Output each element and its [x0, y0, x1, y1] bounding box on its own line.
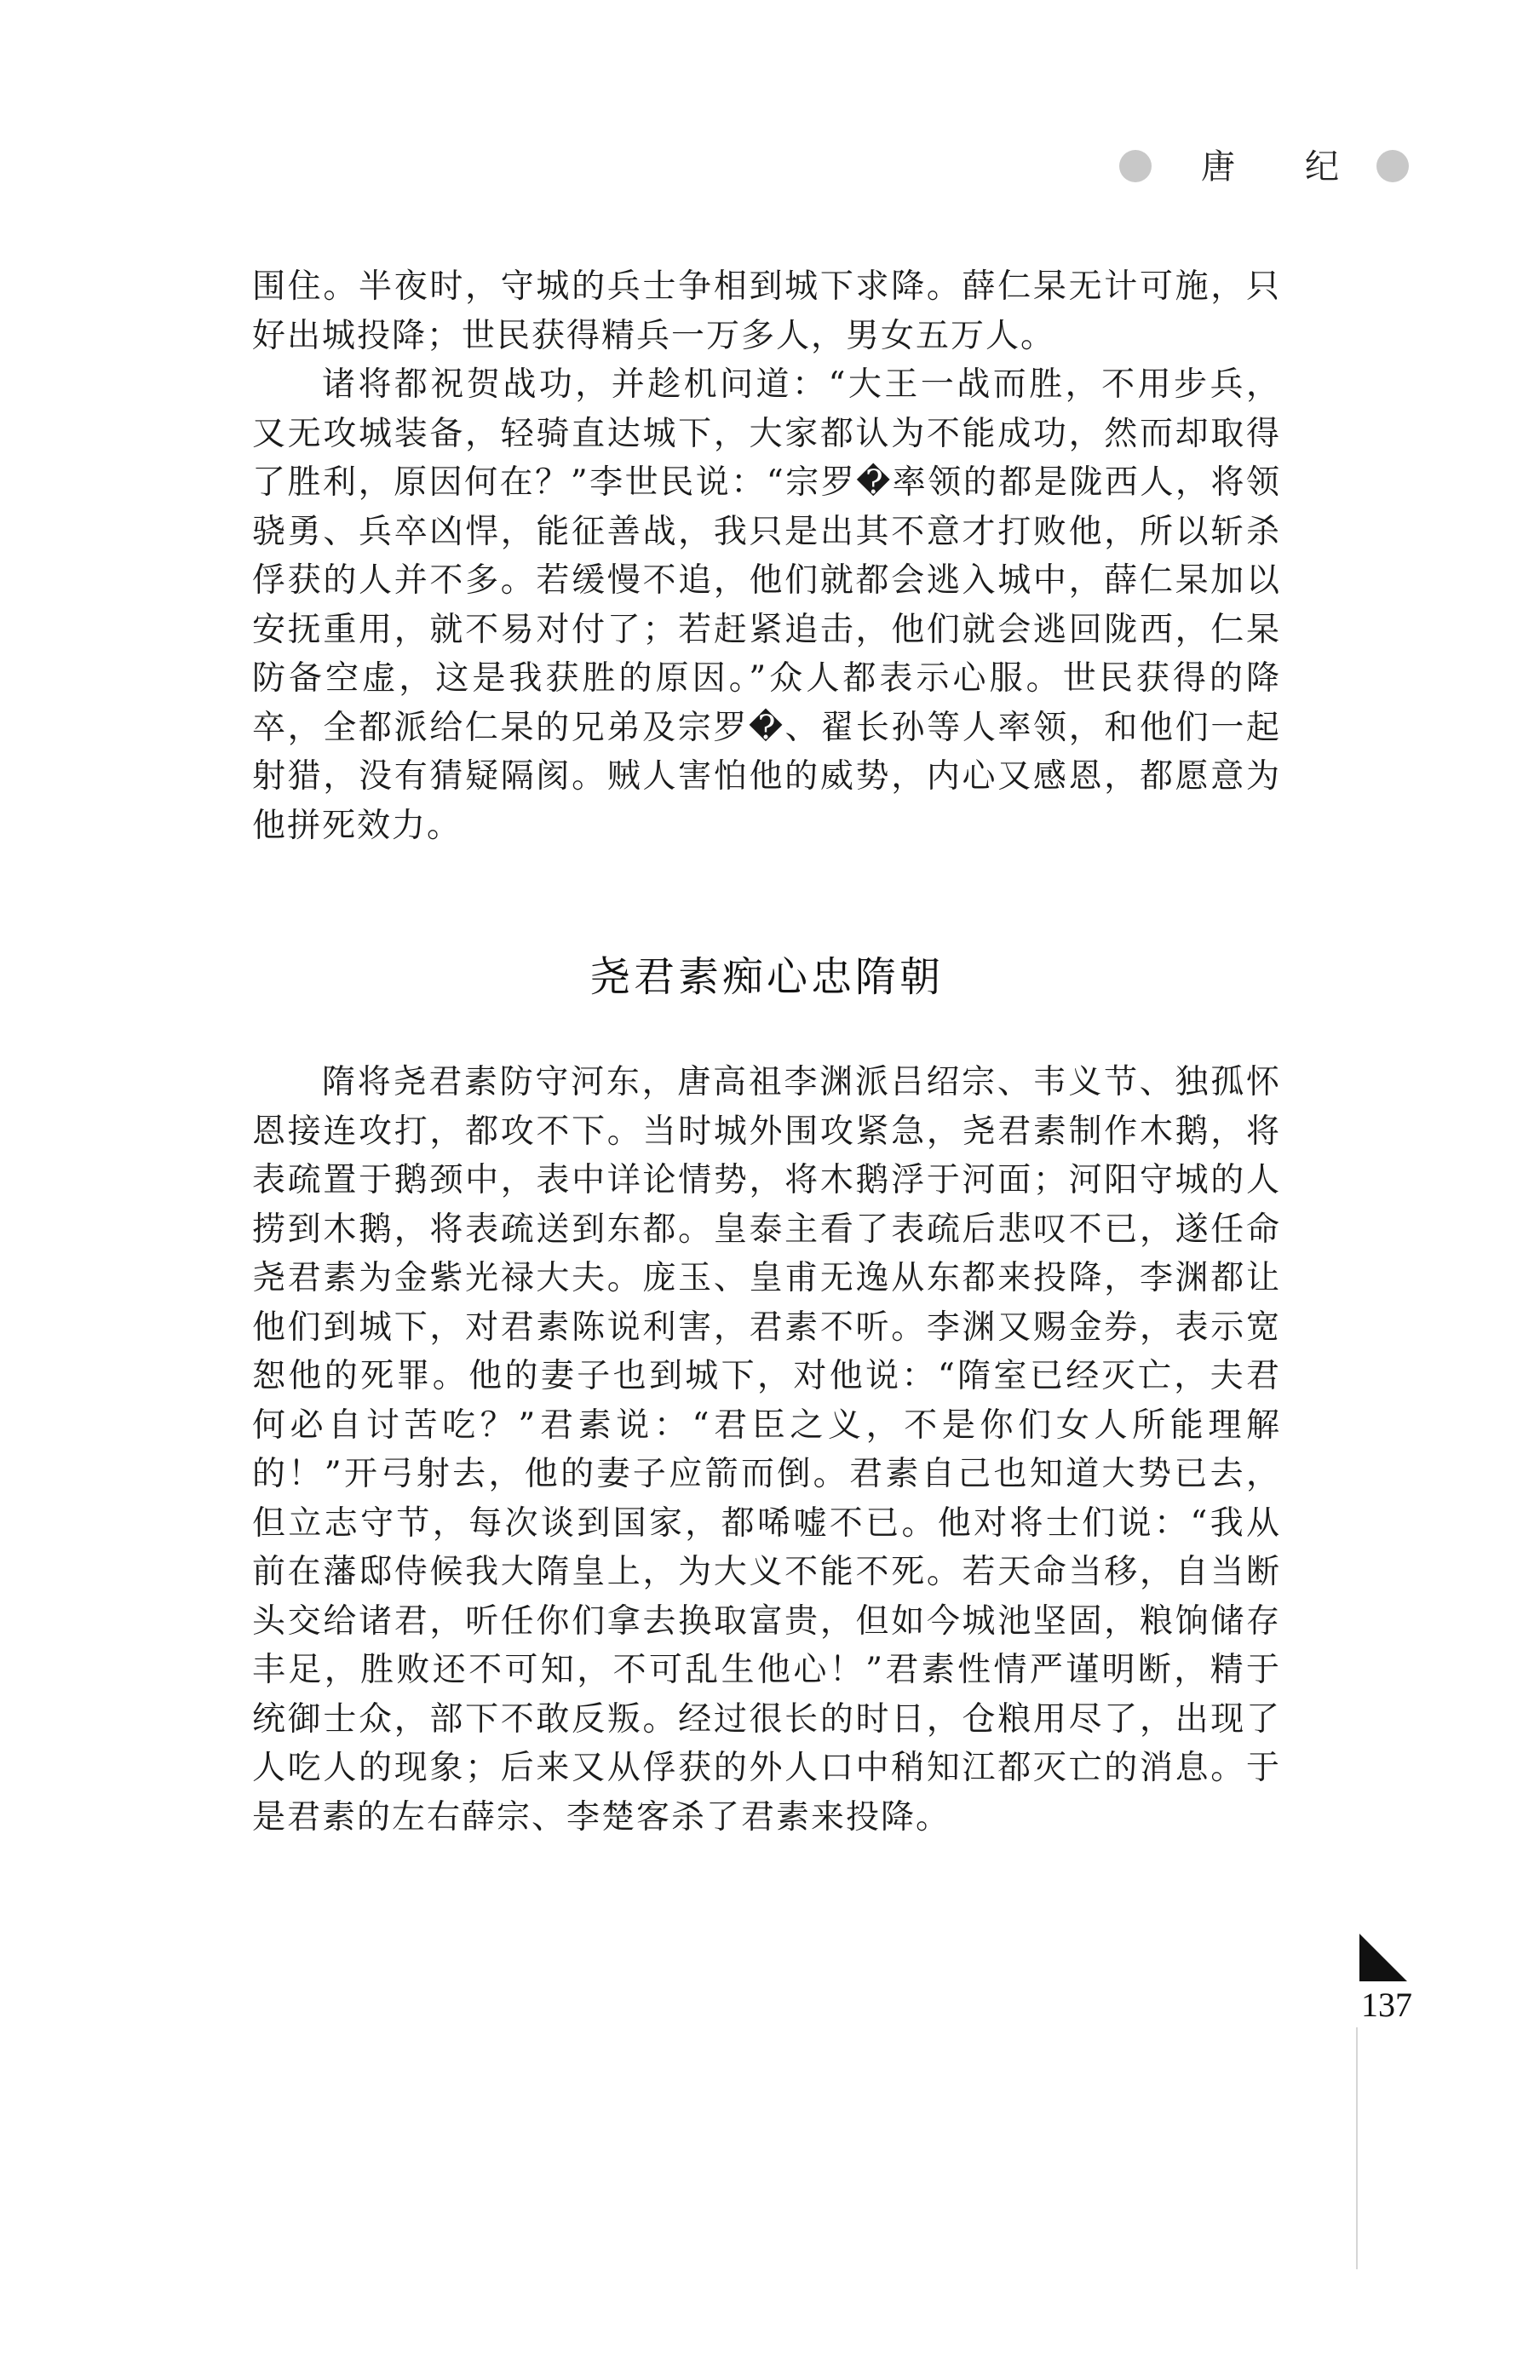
right-dot-ornament — [1376, 150, 1409, 182]
body-text-top — [252, 262, 1281, 850]
left-dot-ornament — [1119, 150, 1152, 182]
body-text-bottom — [252, 1058, 1281, 1842]
running-head — [1107, 147, 1431, 198]
running-head-char-2: 纪 — [1305, 147, 1339, 187]
running-head-char-1: 唐 — [1201, 147, 1235, 187]
margin-rule — [1356, 2027, 1358, 2269]
section-title: 尧君素痴心忠隋朝 — [589, 953, 944, 1001]
paragraph: 诸将都祝贺战功，并趁机问道：“大王一战而胜，不用步兵，又无攻城装备，轻骑直达城下，大家都认为不能成功，然而却取得了胜利，原因何在？”李世民说：“宗罗�率领的都是陇西人，将领骁勇、兵卒凶悍，能征善战，我只是出其不意才打败他，所以斩杀俘获的人并不多。若缓慢不追，他们就都会逃入城中，薛仁杲加以安抚重用，就不易对付了；若赶紧追击，他们就会逃回陇西，仁杲防备空虚，这是我获胜的原因。”众人都表示心服。世民获得的降卒，全都派给仁杲的兄弟及宗罗�、翟长孙等人率领，和他们一起射猎，没有猜疑隔阂。贼人害怕他的威势，内心又感恩，都愿意为他拼死效力。 — [252, 365, 1281, 845]
page-corner-triangle — [1359, 1934, 1407, 1981]
page-number: 137 — [1361, 1986, 1412, 2024]
paragraph: 隋将尧君素防守河东，唐高祖李渊派吕绍宗、韦义节、独孤怀恩接连攻打，都攻不下。当时城外围攻紧急，尧君素制作木鹅，将表疏置于鹅颈中，表中详论情势，将木鹅浮于河面；河阳守城的人捞到木鹅，将表疏送到东都。皇泰主看了表疏后悲叹不已，遂任命尧君素为金紫光禄大夫。庞玉、皇甫无逸从东都来投降，李渊都让他们到城下，对君素陈说利害，君素不听。李渊又赐金券，表示宽恕他的死罪。他的妻子也到城下，对他说：“隋室已经灭亡，夫君何必自讨苦吃？”君素说：“君臣之义，不是你们女人所能理解的！”开弓射去，他的妻子应箭而倒。君素自己也知道大势已去，但立志守节，每次谈到国家，都唏嘘不已。他对将士们说：“我从前在藩邸侍候我大隋皇上，为大义不能不死。若天命当移，自当断头交给诸君，听任你们拿去换取富贵，但如今城池坚固，粮饷储存丰足，胜败还不可知，不可乱生他心！”君素性情严谨明断，精于统御士众，部下不敢反叛。经过很长的时日，仓粮用尽了，出现了人吃人的现象；后来又从俘获的外人口中稍知江都灭亡的消息。于是君素的左右薛宗、李楚客杀了君素来投降。 — [252, 1063, 1281, 1837]
paragraph-continued: 围住。半夜时，守城的兵士争相到城下求降。薛仁杲无计可施，只好出城投降；世民获得精兵一万多人，男女五万人。 — [252, 267, 1281, 355]
